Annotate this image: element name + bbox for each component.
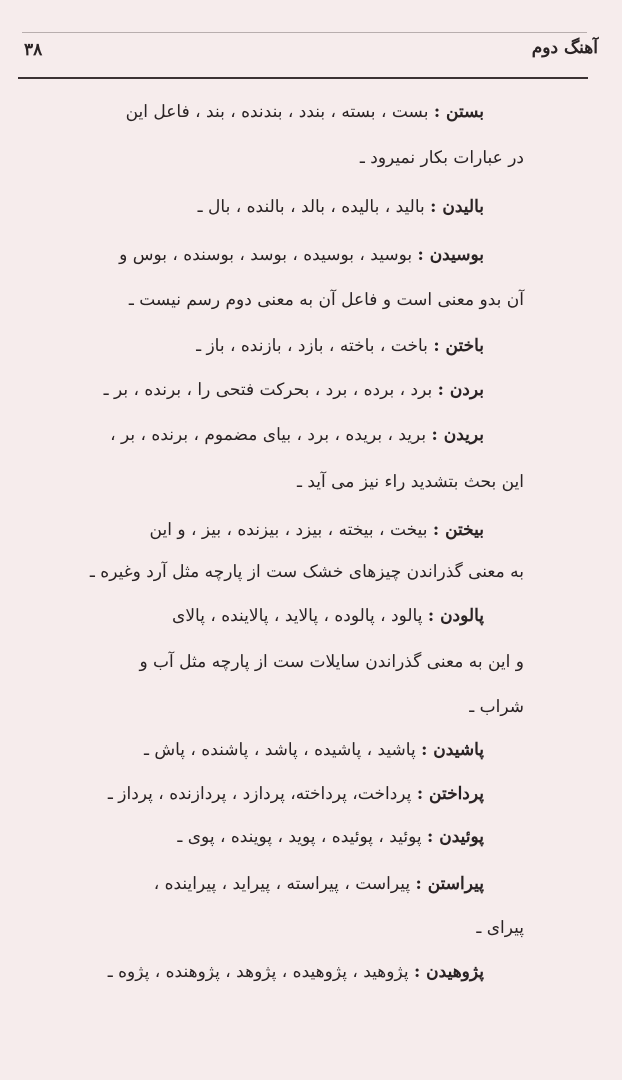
verb-entry xyxy=(154,874,484,894)
verb-headword: بیختن : xyxy=(432,520,484,540)
verb-forms: آن بدو معنی است و فاعل آن به معنی دوم رسم نیست ـ xyxy=(128,290,524,310)
verb-headword: پاشیدن : xyxy=(421,740,484,760)
verb-forms: این بحث بتشدید راء نیز می آید ـ xyxy=(296,472,524,492)
verb-forms: برید ، بریده ، برد ، بیای مضموم ، برنده ، بر ، xyxy=(110,425,432,445)
verb-forms: پوئید ، پوئیده ، پوید ، پوینده ، پوی ـ xyxy=(177,827,428,847)
verb-headword: پرداختن : xyxy=(416,784,484,804)
entry-continuation xyxy=(129,290,524,310)
verb-entry xyxy=(104,380,484,400)
verb-forms: بوسید ، بوسیده ، بوسد ، بوسنده ، بوس و xyxy=(119,245,418,265)
verb-headword: بوسیدن : xyxy=(417,245,484,265)
verb-forms: پژوهید ، پژوهیده ، پژوهد ، پژوهنده ، پژوه ـ xyxy=(107,962,414,982)
verb-forms: و این به معنی گذراندن سایلات ست از پارچه مثل آب و xyxy=(139,652,524,672)
verb-entry xyxy=(198,197,484,217)
verb-forms: پالود ، پالوده ، پالاید ، پالاینده ، پالای xyxy=(172,606,428,626)
verb-forms: پرداخت، پرداخته، پردازد ، پردازنده ، پرداز ـ xyxy=(107,784,417,804)
verb-entry xyxy=(126,102,484,122)
page-number: ۳۸ xyxy=(24,40,43,60)
verb-forms: پاشید ، پاشیده ، پاشد ، پاشنده ، پاش ـ xyxy=(143,740,422,760)
verb-forms: بالید ، بالیده ، بالد ، بالنده ، بال ـ xyxy=(197,197,431,217)
verb-headword: پیراستن : xyxy=(415,874,484,894)
verb-entry xyxy=(108,962,484,982)
verb-entry xyxy=(196,336,484,356)
entry-continuation xyxy=(139,652,524,672)
verb-forms: باخت ، باخته ، بازد ، بازنده ، باز ـ xyxy=(196,336,434,356)
page-header xyxy=(0,0,622,80)
verb-headword: بریدن : xyxy=(431,425,484,445)
verb-entry xyxy=(119,245,484,265)
verb-forms: به معنی گذراندن چیزهای خشک ست از پارچه مثل آرد وغیره ـ xyxy=(89,562,524,582)
verb-forms: بیخت ، بیخته ، بیزد ، بیزنده ، بیز ، و این xyxy=(149,520,433,540)
verb-entry xyxy=(144,740,484,760)
verb-headword: بستن : xyxy=(433,102,484,122)
verb-forms: پیرای ـ xyxy=(476,918,524,938)
verb-forms: پیراست ، پیراسته ، پیراید ، پیراینده ، xyxy=(153,874,416,894)
verb-entry xyxy=(110,425,484,445)
entry-continuation xyxy=(469,697,524,717)
entry-continuation xyxy=(360,148,524,168)
verb-headword: پژوهیدن : xyxy=(413,962,484,982)
verb-headword: بالیدن : xyxy=(430,197,484,217)
verb-forms: بست ، بسته ، بندد ، بندنده ، بند ، فاعل این xyxy=(125,102,434,122)
verb-headword: پالودن : xyxy=(427,606,484,626)
verb-entry xyxy=(172,606,484,626)
verb-entry xyxy=(150,520,484,540)
header-top-rule xyxy=(22,32,587,33)
entry-continuation xyxy=(297,472,524,492)
verb-headword: پوئیدن : xyxy=(427,827,484,847)
verb-forms: شراب ـ xyxy=(469,697,524,717)
verb-entry xyxy=(177,827,484,847)
verb-entry xyxy=(108,784,484,804)
header-bottom-rule xyxy=(18,77,588,79)
entry-continuation xyxy=(90,562,524,582)
verb-headword: باختن : xyxy=(433,336,484,356)
entry-continuation xyxy=(476,918,524,938)
running-title: آهنگ دوم xyxy=(531,38,598,58)
verb-headword: بردن : xyxy=(437,380,484,400)
verb-forms: در عبارات بکار نمیرود ـ xyxy=(359,148,524,168)
verb-forms: برد ، برده ، برد ، بحرکت فتحی را ، برنده ، بر ـ xyxy=(103,380,438,400)
